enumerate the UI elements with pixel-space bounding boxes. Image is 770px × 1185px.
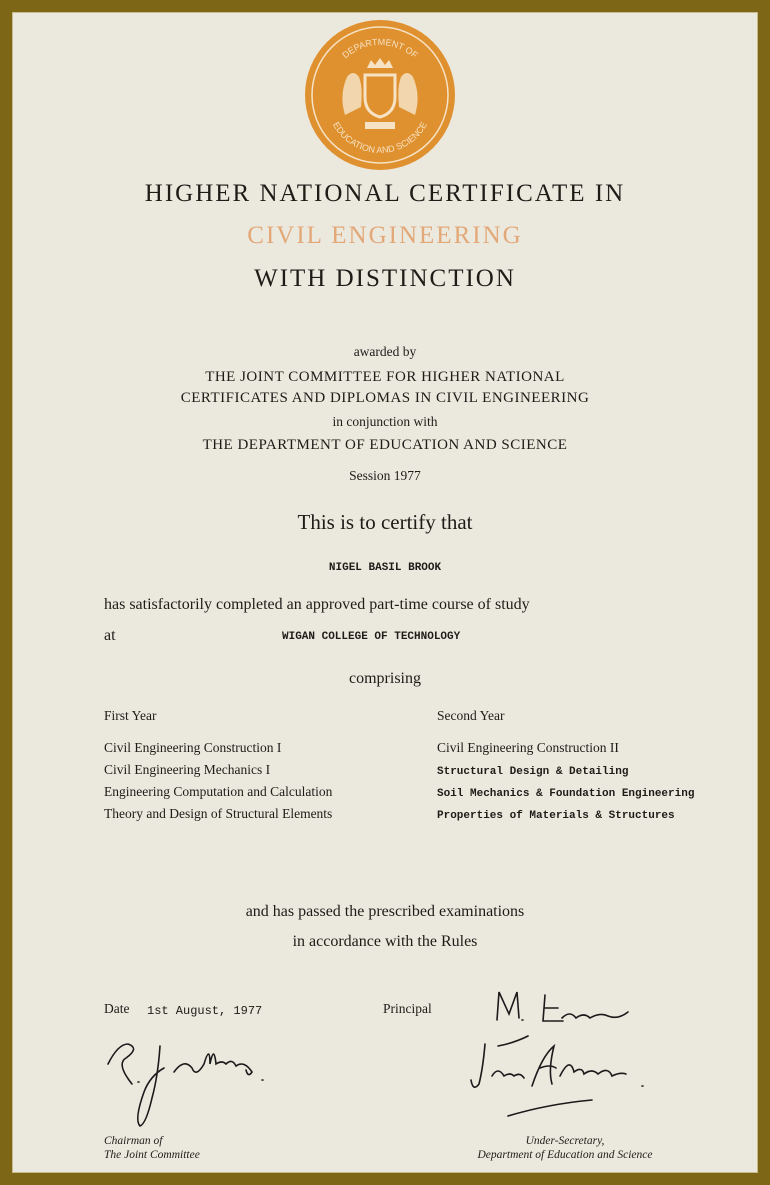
under-secretary-signature bbox=[471, 1036, 643, 1116]
first-year-subject: Civil Engineering Construction I bbox=[104, 740, 282, 755]
under-secretary-line-1: Under-Secretary, bbox=[525, 1135, 605, 1147]
awarded-by: awarded by bbox=[353, 344, 417, 359]
date-value: 1st August, 1977 bbox=[147, 1004, 263, 1018]
completed-statement: has satisfactorily completed an approved part-time course of study bbox=[104, 596, 530, 613]
closing-line-2: in accordance with the Rules bbox=[292, 933, 478, 950]
under-secretary-line-2: Department of Education and Science bbox=[477, 1149, 653, 1161]
comprising: comprising bbox=[349, 670, 421, 687]
college-name: WIGAN COLLEGE OF TECHNOLOGY bbox=[282, 631, 461, 643]
first-year-subject: Civil Engineering Mechanics I bbox=[104, 762, 271, 777]
second-year-subject: Properties of Materials & Structures bbox=[437, 810, 675, 822]
title-line-1: HIGHER NATIONAL CERTIFICATE IN bbox=[144, 180, 626, 207]
committee-line-1: THE JOINT COMMITTEE FOR HIGHER NATIONAL bbox=[205, 369, 565, 385]
second-year-subject: Civil Engineering Construction II bbox=[437, 740, 619, 755]
session: Session 1977 bbox=[349, 468, 421, 483]
seal-text-bottom: EDUCATION AND SCIENCE bbox=[331, 120, 429, 156]
under-secretary-title bbox=[440, 1134, 690, 1162]
chairman-line-2: The Joint Committee bbox=[104, 1149, 200, 1161]
closing-line-1: and has passed the prescribed examinations bbox=[245, 903, 525, 920]
second-year-label: Second Year bbox=[437, 708, 505, 723]
first-year-subject: Engineering Computation and Calculation bbox=[104, 784, 333, 799]
date-label: Date bbox=[104, 1001, 130, 1016]
chairman-signature bbox=[108, 1044, 263, 1126]
first-year-subject: Theory and Design of Structural Elements bbox=[104, 806, 333, 821]
chairman-line-1: Chairman of bbox=[104, 1135, 163, 1147]
second-year-subject: Structural Design & Detailing bbox=[437, 766, 629, 778]
certify-heading: This is to certify that bbox=[297, 510, 473, 534]
at-label: at bbox=[104, 627, 116, 644]
title-distinction: WITH DISTINCTION bbox=[254, 265, 516, 292]
department-name: THE DEPARTMENT OF EDUCATION AND SCIENCE bbox=[202, 437, 568, 453]
second-year-subject: Soil Mechanics & Foundation Engineering bbox=[437, 788, 695, 800]
principal-signature bbox=[497, 992, 628, 1021]
title-discipline: CIVIL ENGINEERING bbox=[247, 222, 523, 249]
committee-line-2: CERTIFICATES AND DIPLOMAS IN CIVIL ENGINEERING bbox=[180, 390, 590, 406]
first-year-label: First Year bbox=[104, 708, 157, 723]
conjunction: in conjunction with bbox=[332, 414, 438, 429]
recipient-name: NIGEL BASIL BROOK bbox=[328, 562, 442, 574]
principal-label: Principal bbox=[383, 1001, 432, 1016]
seal-text-top: DEPARTMENT OF bbox=[340, 36, 420, 61]
chairman-title bbox=[104, 1134, 200, 1162]
